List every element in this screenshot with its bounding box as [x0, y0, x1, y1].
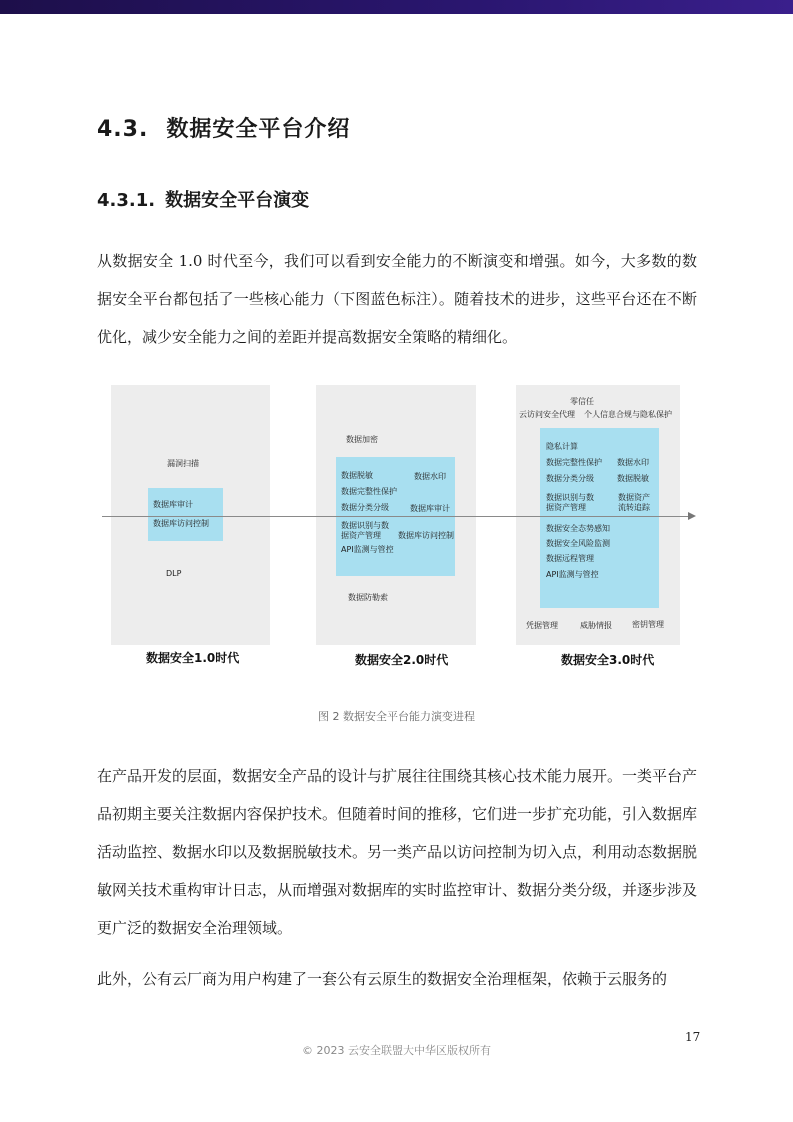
section-number: 4.3. — [97, 117, 149, 142]
evolution-diagram — [102, 383, 702, 673]
era1-label: 数据安全1.0时代 — [146, 651, 240, 665]
timeline-arrow-head-icon — [688, 512, 696, 520]
era3-credential-mgmt: 凭据管理 — [526, 621, 558, 630]
era3-classification: 数据分类分级 — [546, 474, 594, 483]
era2-api-monitoring: API监测与管控 — [341, 545, 394, 554]
era2-anti-ransomware: 数据防勒索 — [348, 593, 388, 602]
era3-asset-flow-2: 流转追踪 — [618, 503, 650, 512]
era2-identification-2: 据资产管理 — [341, 531, 381, 540]
section-heading — [97, 112, 350, 143]
era1-dlp: DLP — [166, 569, 182, 578]
era3-remote-management: 数据远程管理 — [546, 554, 594, 563]
era2-desensitization: 数据脱敏 — [341, 471, 373, 480]
paragraph-product-dev: 在产品开发的层面，数据安全产品的设计与扩展往往围绕其核心技术能力展开。一类平台产品初期主要关注数据内容保护技术。但随着时间的推移，它们进一步扩充功能，引入数据库活动监控、数据水印以及数据脱敏技术。另一类产品以访问控制为切入点，利用动态数据脱敏网关技术重构审计日志，从而增强对数据库的实时监控审计、数据分类分级，并逐步涉及更广泛的数据安全治理领域。 — [97, 767, 698, 937]
era3-watermark: 数据水印 — [617, 458, 649, 467]
era3-core-box — [540, 428, 659, 608]
era3-identification-1: 数据识别与数 — [546, 493, 594, 502]
era3-asset-flow-1: 数据资产 — [618, 493, 650, 502]
era3-risk-monitoring: 数据安全风险监测 — [546, 539, 610, 548]
timeline-arrow-line — [102, 516, 690, 517]
era3-label: 数据安全3.0时代 — [561, 653, 655, 667]
era2-encryption: 数据加密 — [346, 435, 378, 444]
subsection-heading — [97, 186, 309, 212]
section-title: 数据安全平台介绍 — [166, 117, 351, 142]
era2-watermark: 数据水印 — [414, 472, 446, 481]
page-number: 17 — [685, 1030, 701, 1044]
era3-casb: 云访问安全代理 — [519, 410, 575, 419]
era2-db-audit: 数据库审计 — [410, 504, 450, 513]
era2-label: 数据安全2.0时代 — [355, 653, 449, 667]
era3-identification-2: 据资产管理 — [546, 503, 586, 512]
copyright-footer: © 2023 云安全联盟大中华区版权所有 — [302, 1044, 491, 1057]
era3-privacy-computing: 隐私计算 — [546, 442, 578, 451]
figure-caption: 图 2 数据安全平台能力演变进程 — [318, 710, 475, 723]
era3-api-monitoring: API监测与管控 — [546, 570, 599, 579]
era2-integrity: 数据完整性保护 — [341, 487, 397, 496]
era1-db-access-control: 数据库访问控制 — [153, 519, 209, 528]
paragraph-public-cloud: 此外，公有云厂商为用户构建了一套公有云原生的数据安全治理框架，依赖于云服务的 — [97, 970, 668, 988]
era2-panel — [316, 385, 476, 645]
top-banner — [0, 0, 793, 14]
era1-core-box — [148, 488, 223, 541]
subsection-number: 4.3.1. — [97, 190, 156, 211]
era2-db-access-control: 数据库访问控制 — [398, 531, 454, 540]
era3-key-mgmt: 密钥管理 — [632, 620, 664, 629]
era1-vuln-scan: 漏洞扫描 — [167, 459, 199, 468]
era1-panel — [111, 385, 270, 645]
era3-integrity: 数据完整性保护 — [546, 458, 602, 467]
era3-situation-awareness: 数据安全态势感知 — [546, 524, 610, 533]
era3-panel — [516, 385, 680, 645]
paragraph-intro: 从数据安全 1.0 时代至今，我们可以看到安全能力的不断演变和增强。如今，大多数的数据安全平台都包括了一些核心能力（下图蓝色标注）。随着技术的进步，这些平台还在不断优化，减少安全能力之间的差距并提高数据安全策略的精细化。 — [97, 252, 697, 346]
era3-threat-intel: 威胁情报 — [580, 621, 612, 630]
era3-desensitization: 数据脱敏 — [617, 474, 649, 483]
era1-db-audit: 数据库审计 — [153, 500, 193, 509]
era3-zero-trust: 零信任 — [570, 397, 594, 406]
era3-privacy-compliance: 个人信息合规与隐私保护 — [584, 410, 672, 419]
subsection-title: 数据安全平台演变 — [165, 190, 310, 211]
era2-classification: 数据分类分级 — [341, 503, 389, 512]
era2-identification-1: 数据识别与数 — [341, 521, 389, 530]
